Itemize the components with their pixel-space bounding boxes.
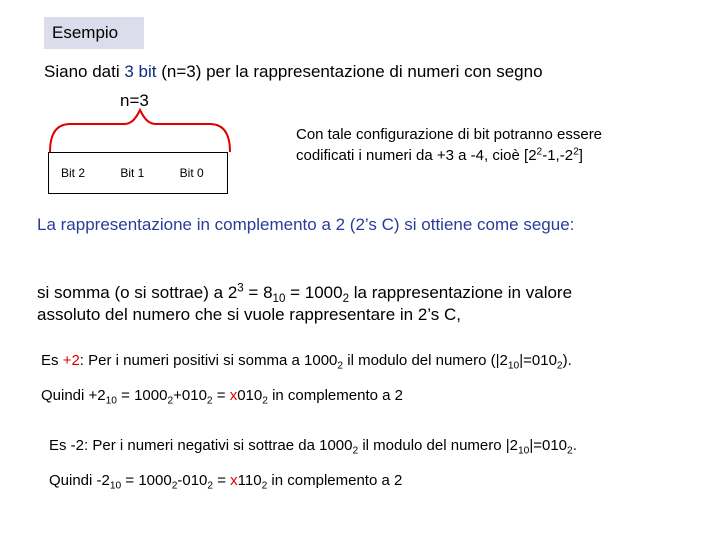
base-subscript: 2 bbox=[352, 445, 359, 457]
range-note-line2 bbox=[296, 145, 602, 166]
base-subscript: 2 bbox=[167, 395, 174, 407]
base-subscript: 2 bbox=[337, 360, 344, 372]
text-run: Quindi -2 bbox=[49, 472, 110, 489]
text-run: 010 bbox=[237, 387, 263, 404]
text-run: il modulo del numero (|2 bbox=[343, 352, 508, 369]
base-subscript: 10 bbox=[272, 293, 286, 306]
positive-result bbox=[41, 387, 403, 407]
base-subscript: 2 bbox=[262, 395, 268, 407]
text-run: 110 bbox=[237, 472, 262, 489]
base-subscript: 2 bbox=[342, 293, 350, 306]
range-note-exp: 2 bbox=[536, 146, 543, 158]
negative-result bbox=[49, 472, 403, 492]
section-heading: La rappresentazione in complemento a 2 (2’s C) si ottiene come segue: bbox=[37, 215, 575, 234]
highlight-value: +2 bbox=[62, 352, 80, 369]
intro-post: (n=3) per la rappresentazione di numeri con segno bbox=[156, 62, 543, 81]
text-run: = 1000 bbox=[285, 283, 343, 302]
base-subscript: 10 bbox=[507, 360, 520, 372]
positive-example bbox=[41, 352, 572, 372]
curly-brace-icon bbox=[40, 98, 240, 154]
intro-bits: 3 bit bbox=[124, 62, 157, 81]
base-subscript: 10 bbox=[105, 395, 117, 407]
bit-register bbox=[48, 152, 228, 194]
negative-example bbox=[49, 437, 577, 457]
text-run: |=010 bbox=[519, 352, 557, 369]
explanation-paragraph bbox=[37, 282, 572, 326]
text-run: = 1000 bbox=[121, 472, 172, 489]
highlight-value: x bbox=[229, 387, 238, 404]
exponent: 3 bbox=[237, 282, 244, 295]
text-run: in complemento a 2 bbox=[267, 387, 403, 404]
text-run: |=010 bbox=[529, 437, 568, 454]
text-run: = bbox=[212, 387, 230, 404]
bit-cell-0: Bit 0 bbox=[179, 166, 204, 180]
text-run: = 8 bbox=[243, 283, 273, 302]
base-subscript: 2 bbox=[207, 480, 214, 492]
text-run: = 1000 bbox=[116, 387, 168, 404]
text-run: ). bbox=[562, 352, 572, 369]
range-note-line1: Con tale configurazione di bit potranno essere bbox=[296, 126, 603, 143]
range-note-text: codificati i numeri da +3 a -4, cioè [2 bbox=[296, 147, 537, 164]
text-run: la rappresentazione in valore bbox=[349, 283, 573, 302]
intro-pre: Siano dati bbox=[44, 62, 125, 81]
base-subscript: 10 bbox=[518, 445, 530, 457]
text-run: . bbox=[572, 437, 577, 454]
brace-label: n=3 bbox=[120, 91, 149, 110]
text-run: Es bbox=[41, 352, 63, 369]
text-run: Quindi +2 bbox=[41, 387, 106, 404]
base-subscript: 2 bbox=[567, 445, 573, 457]
text-run: si somma (o si sottrae) a 2 bbox=[37, 283, 238, 302]
text-run: in complemento a 2 bbox=[267, 472, 403, 489]
range-note-text: -1,-2 bbox=[542, 147, 574, 164]
explanation-line1 bbox=[37, 282, 572, 304]
text-run: il modulo del numero |2 bbox=[358, 437, 518, 454]
example-tag: Esempio bbox=[44, 17, 144, 49]
text-run: : Per i numeri positivi si somma a 1000 bbox=[79, 352, 338, 369]
base-subscript: 10 bbox=[109, 480, 122, 492]
intro-line bbox=[44, 62, 543, 82]
base-subscript: 2 bbox=[206, 395, 213, 407]
base-subscript: 2 bbox=[261, 480, 268, 492]
highlight-value: x bbox=[230, 472, 238, 489]
text-run: Es -2: Per i numeri negativi si sottrae da 1000 bbox=[49, 437, 353, 454]
range-note-text: ] bbox=[578, 147, 583, 164]
text-run: +010 bbox=[173, 387, 207, 404]
explanation-line2: assoluto del numero che si vuole rappresentare in 2’s C, bbox=[37, 305, 461, 324]
text-run: = bbox=[213, 472, 231, 489]
bit-cell-1: Bit 1 bbox=[120, 166, 145, 180]
bit-cell-2: Bit 2 bbox=[61, 166, 86, 180]
text-run: -010 bbox=[177, 472, 208, 489]
base-subscript: 2 bbox=[171, 480, 178, 492]
range-note-exp: 2 bbox=[573, 146, 579, 158]
range-note bbox=[296, 124, 602, 166]
base-subscript: 2 bbox=[556, 360, 563, 372]
